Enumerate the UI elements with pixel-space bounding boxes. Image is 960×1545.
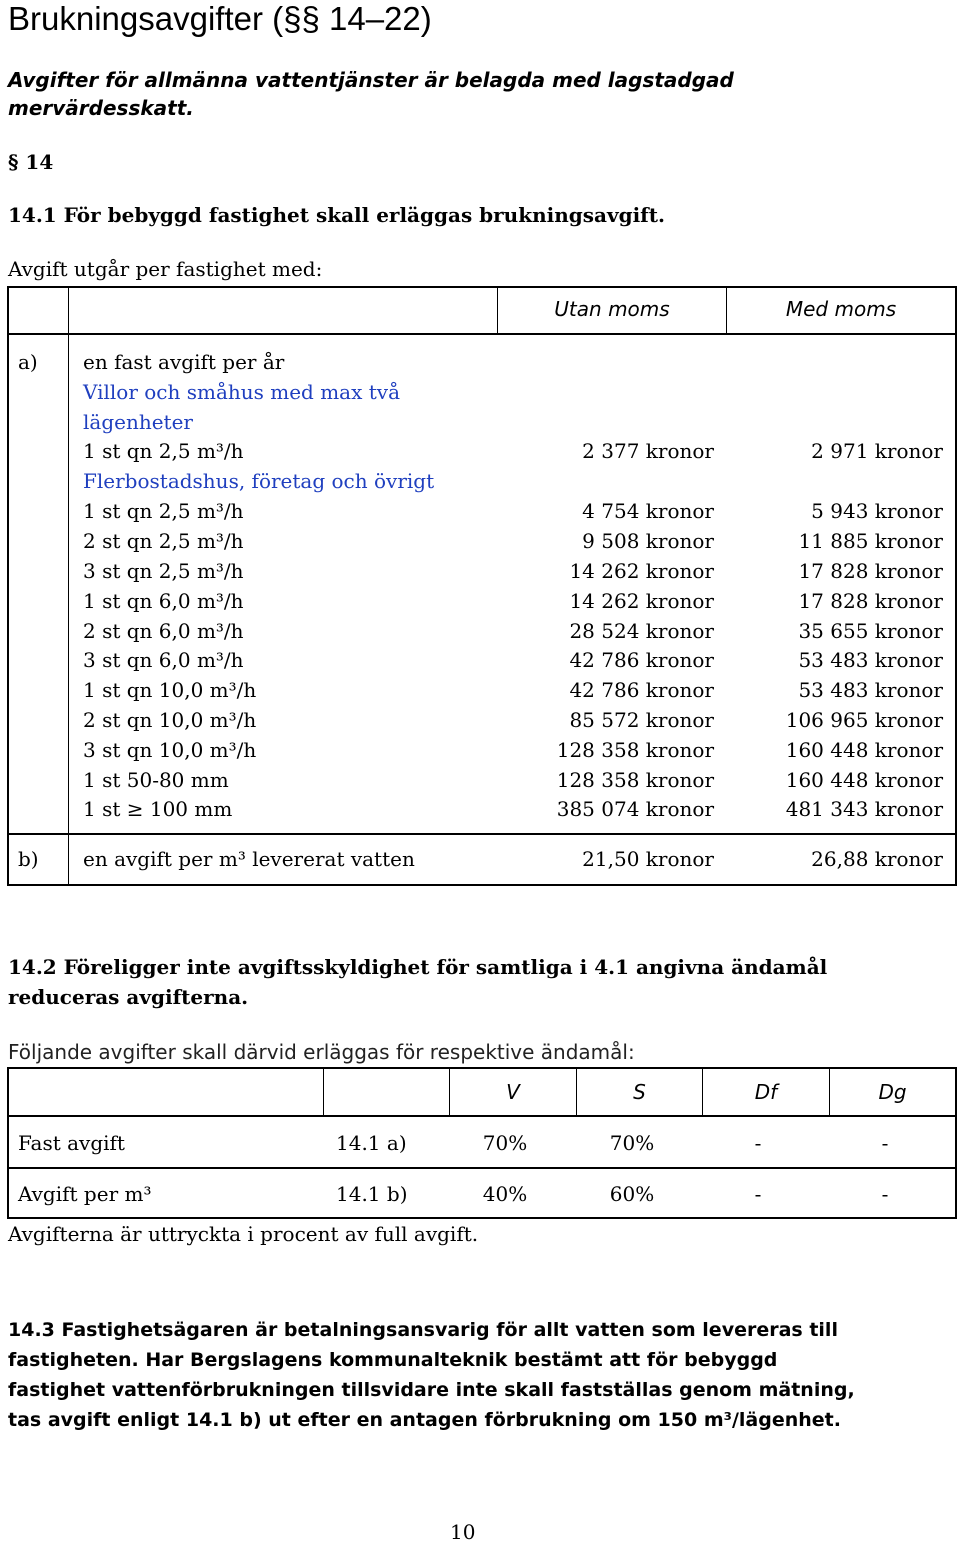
fee-desc: 1 st ≥ 100 mm: [83, 797, 233, 821]
paragraph-14-1: 14.1 För bebyggd fastighet skall erläggas brukningsavgift.: [8, 203, 665, 227]
fee-excl: 42 786 kronor: [569, 648, 714, 672]
fee-incl: 481 343 kronor: [785, 797, 943, 821]
header-dg: Dg: [878, 1080, 907, 1104]
following-fees-text: Följande avgifter skall därvid erläggas för respektive ändamål:: [8, 1040, 635, 1064]
paragraph-14-3-line-3: fastighet vattenförbrukningen tillsvidare inte skall fastställas genom mätning,: [8, 1379, 855, 1401]
fee-desc: 3 st qn 2,5 m³/h: [83, 559, 244, 583]
header-s: S: [633, 1080, 646, 1104]
multi-heading: Flerbostadshus, företag och övrigt: [83, 469, 435, 493]
fee-incl: 35 655 kronor: [798, 619, 943, 643]
table2-border-header: [7, 1115, 957, 1117]
fee-incl: 53 483 kronor: [798, 648, 943, 672]
fee-incl: 5 943 kronor: [811, 499, 943, 523]
page-heading: Brukningsavgifter (§§ 14–22): [8, 0, 432, 37]
fee-incl: 106 965 kronor: [785, 708, 943, 732]
table-border-top: [7, 286, 957, 288]
fee-incl: 160 448 kronor: [785, 768, 943, 792]
table-border-header: [7, 333, 957, 335]
row-df: -: [754, 1131, 762, 1155]
table-border-right: [955, 286, 957, 886]
fee-desc: 2 st qn 6,0 m³/h: [83, 619, 244, 643]
header-df: Df: [754, 1080, 778, 1104]
table-border-row-a: [7, 833, 957, 835]
paragraph-14-2-line-2: reduceras avgifterna.: [8, 985, 249, 1009]
fee-excl: 128 358 kronor: [556, 768, 714, 792]
section-14-heading: § 14: [8, 150, 54, 174]
table2-border-bottom: [7, 1217, 957, 1219]
row-s: 70%: [609, 1131, 655, 1155]
row-v: 40%: [482, 1182, 528, 1206]
fee-excl: 85 572 kronor: [569, 708, 714, 732]
table-border-bottom: [7, 884, 957, 886]
fee-desc: 3 st qn 6,0 m³/h: [83, 648, 244, 672]
row-b-label: b): [18, 847, 39, 871]
row-ref: 14.1 b): [336, 1182, 408, 1206]
fee-excl: 9 508 kronor: [582, 529, 714, 553]
page-number: 10: [450, 1520, 476, 1544]
table2-border-left: [7, 1067, 9, 1219]
fee-incl: 17 828 kronor: [798, 559, 943, 583]
per-property-text: Avgift utgår per fastighet med:: [8, 257, 323, 281]
villa-row-incl: 2 971 kronor: [811, 439, 943, 463]
fee-desc: 1 st qn 10,0 m³/h: [83, 678, 257, 702]
volume-fee-excl: 21,50 kronor: [582, 847, 714, 871]
vat-note-line-1: Avgifter för allmänna vattentjänster är belagda med lagstadgad: [8, 68, 734, 92]
fee-excl: 385 074 kronor: [556, 797, 714, 821]
volume-fee-desc: en avgift per m³ levererat vatten: [83, 847, 415, 871]
table-divider-label: [68, 286, 69, 886]
row-name: Avgift per m³: [18, 1182, 152, 1206]
fee-excl: 14 262 kronor: [569, 559, 714, 583]
row-dg: -: [881, 1131, 889, 1155]
table2-divider-1: [323, 1067, 324, 1117]
fee-excl: 128 358 kronor: [556, 738, 714, 762]
header-incl-vat: Med moms: [785, 297, 897, 321]
header-v: V: [506, 1080, 520, 1104]
header-excl-vat: Utan moms: [554, 297, 670, 321]
row-dg: -: [881, 1182, 889, 1206]
paragraph-14-3-line-2: fastigheten. Har Bergslagens kommunalteknik bestämt att för bebyggd: [8, 1349, 778, 1371]
row-ref: 14.1 a): [336, 1131, 407, 1155]
paragraph-14-2-line-1: 14.2 Föreligger inte avgiftsskyldighet för samtliga i 4.1 angivna ändamål: [8, 955, 828, 979]
villa-heading-1: Villor och småhus med max två: [83, 380, 401, 404]
table2-border-row-1: [7, 1167, 957, 1169]
vat-note-line-2: mervärdesskatt.: [8, 96, 194, 120]
row-df: -: [754, 1182, 762, 1206]
row-a-label: a): [18, 350, 38, 374]
villa-row-desc: 1 st qn 2,5 m³/h: [83, 439, 244, 463]
villa-heading-2: lägenheter: [83, 410, 193, 434]
fee-incl: 53 483 kronor: [798, 678, 943, 702]
fee-incl: 17 828 kronor: [798, 589, 943, 613]
fee-desc: 1 st qn 6,0 m³/h: [83, 589, 244, 613]
row-name: Fast avgift: [18, 1131, 125, 1155]
fee-excl: 28 524 kronor: [569, 619, 714, 643]
fee-incl: 160 448 kronor: [785, 738, 943, 762]
table-border-left: [7, 286, 9, 886]
fee-desc: 2 st qn 10,0 m³/h: [83, 708, 257, 732]
paragraph-14-3-line-4: tas avgift enligt 14.1 b) ut efter en antagen förbrukning om 150 m³/lägenhet.: [8, 1409, 841, 1431]
villa-row-excl: 2 377 kronor: [582, 439, 714, 463]
row-v: 70%: [482, 1131, 528, 1155]
fee-desc: 1 st qn 2,5 m³/h: [83, 499, 244, 523]
fee-incl: 11 885 kronor: [798, 529, 943, 553]
fee-desc: 2 st qn 2,5 m³/h: [83, 529, 244, 553]
fixed-fee-intro: en fast avgift per år: [83, 350, 285, 374]
table2-border-top: [7, 1067, 957, 1069]
row-s: 60%: [609, 1182, 655, 1206]
table2-border-right: [955, 1067, 957, 1219]
fee-desc: 1 st 50-80 mm: [83, 768, 229, 792]
fee-excl: 4 754 kronor: [582, 499, 714, 523]
fee-desc: 3 st qn 10,0 m³/h: [83, 738, 257, 762]
volume-fee-incl: 26,88 kronor: [811, 847, 943, 871]
percent-note: Avgifterna är uttryckta i procent av full avgift.: [8, 1222, 479, 1246]
fee-excl: 42 786 kronor: [569, 678, 714, 702]
paragraph-14-3-line-1: 14.3 Fastighetsägaren är betalningsansvarig för allt vatten som levereras till: [8, 1319, 838, 1341]
fee-excl: 14 262 kronor: [569, 589, 714, 613]
